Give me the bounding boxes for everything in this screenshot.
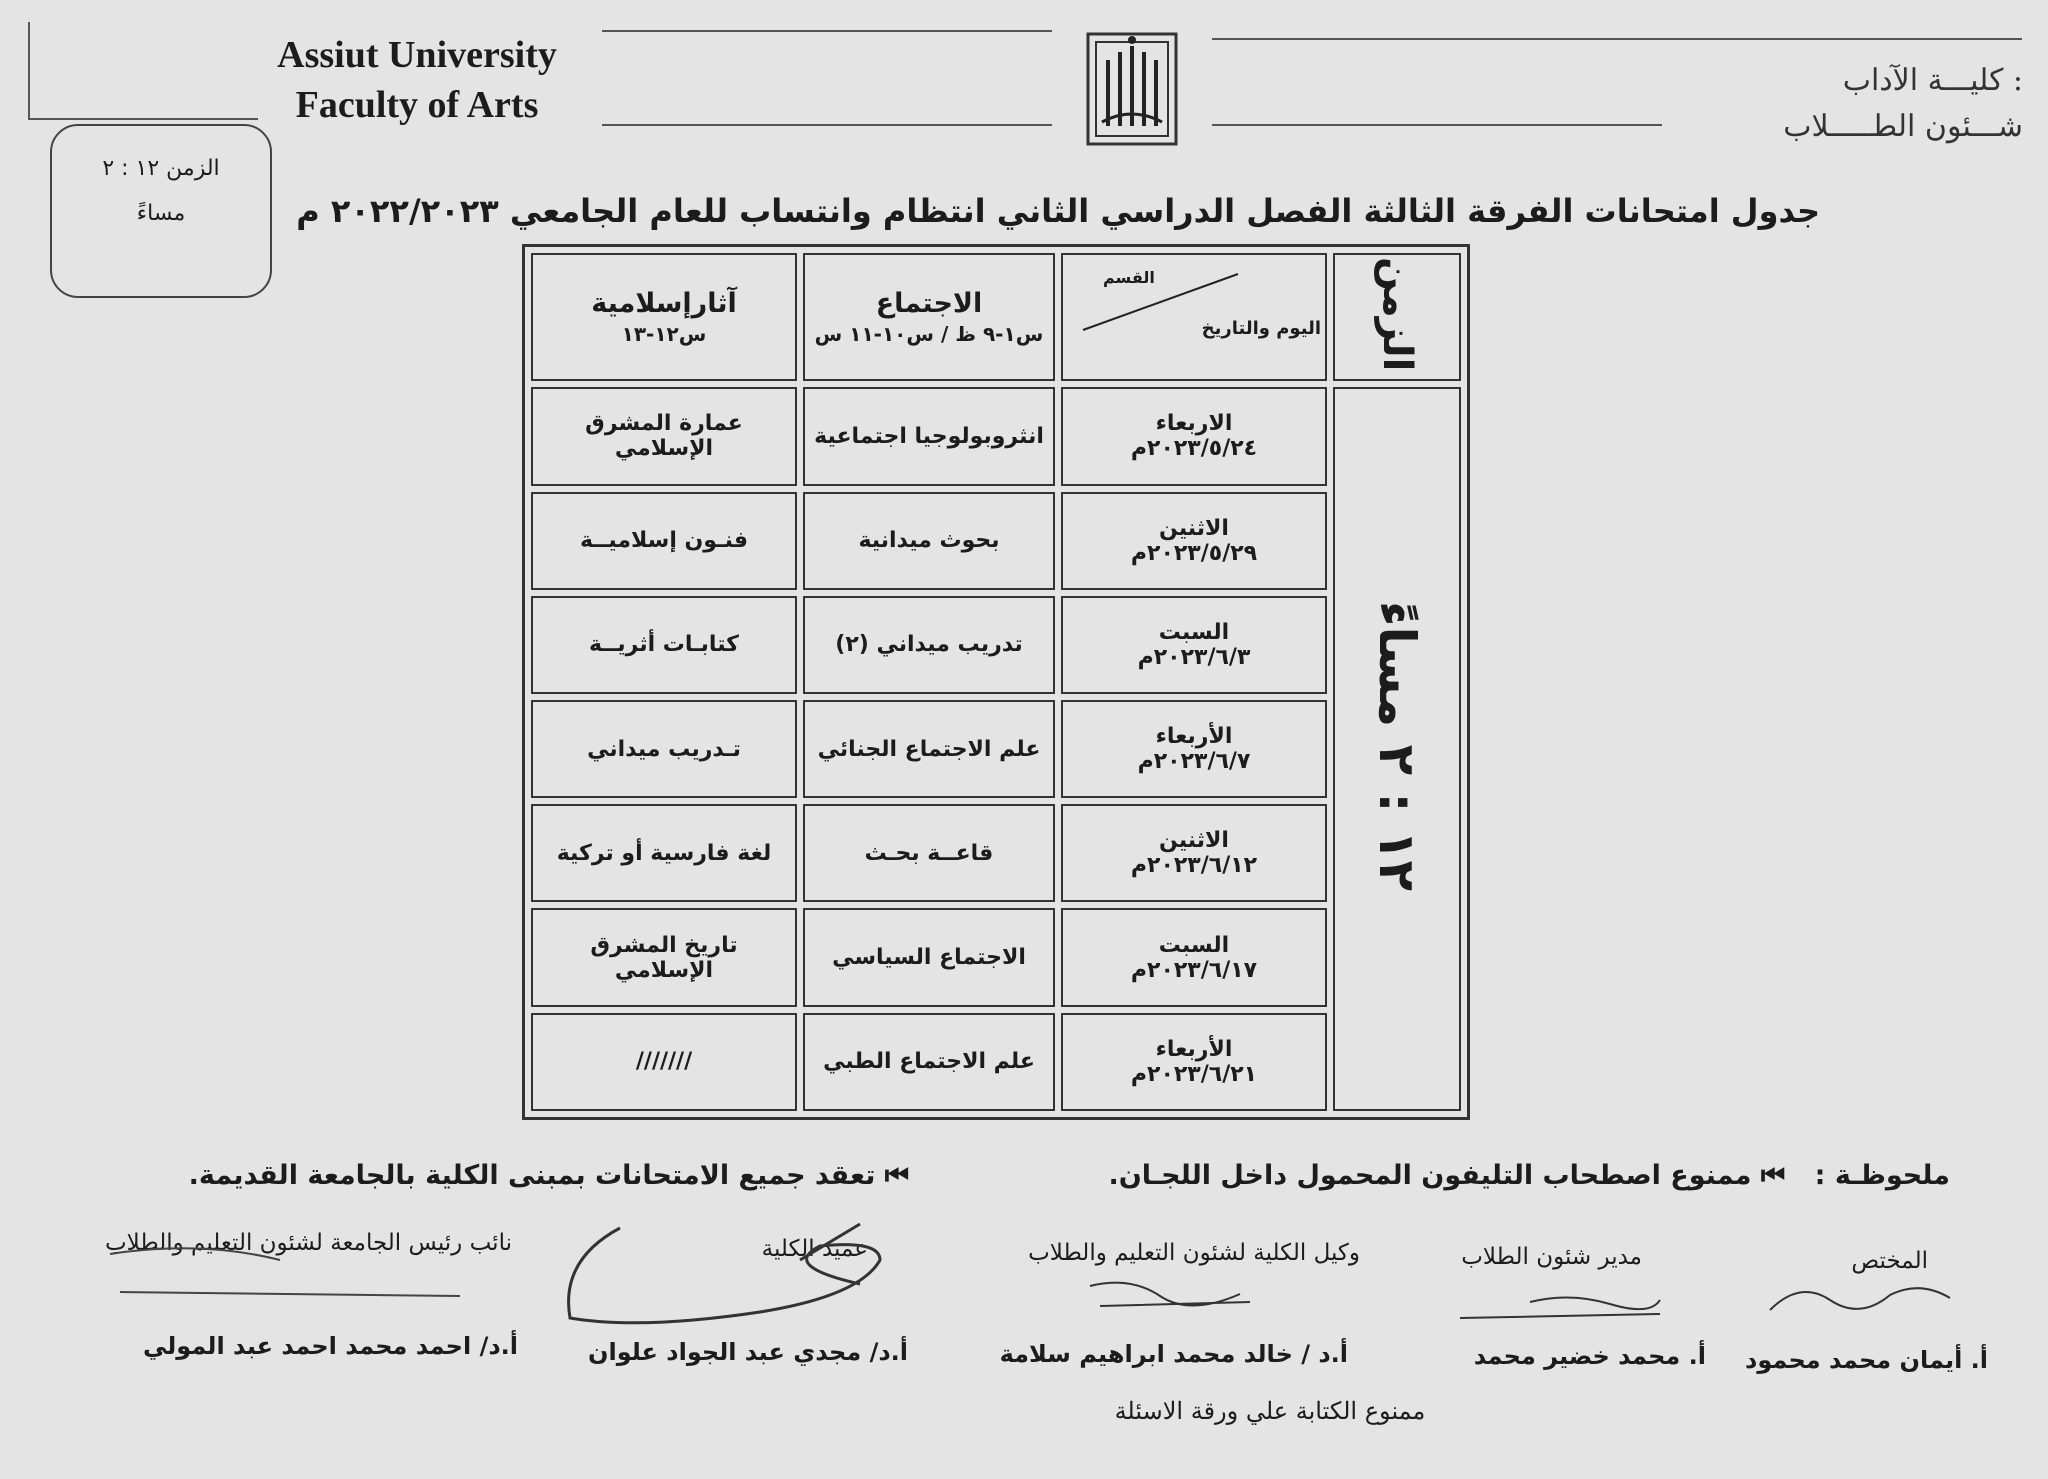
islamic-subject: فنـون إسلاميــة	[531, 492, 797, 590]
note-item-location: ⏮ تعقد جميع الامتحانات بمبنى الكلية بالجامعة القديمة.	[188, 1160, 910, 1191]
sociology-subject: علم الاجتماع الجنائي	[803, 700, 1055, 798]
date: ٢٠٢٣/٦/٢١م	[1130, 1061, 1258, 1087]
date: ٢٠٢٣/٦/٣م	[1137, 644, 1251, 670]
note-item-phone: ⏮ ممنوع اصطحاب التليفون المحمول داخل اللجـان.	[1108, 1160, 1786, 1191]
sociology-subject: الاجتماع السياسي	[803, 908, 1055, 1006]
dept-header-sociology	[803, 253, 1055, 381]
table-row	[531, 804, 1461, 902]
day-date-cell	[1061, 387, 1327, 485]
signer-title: المختص	[1851, 1248, 1928, 1274]
header-rule	[1212, 124, 1662, 126]
dept-name: الاجتماع	[875, 288, 983, 320]
bullet-icon: ⏮	[875, 1160, 910, 1191]
header-rule	[28, 22, 30, 118]
signer-title: وكيل الكلية لشئون التعليم والطلاب	[1028, 1240, 1360, 1266]
day-date-cell	[1061, 596, 1327, 694]
university-emblem-icon	[1082, 26, 1182, 150]
signer-name: أ.د/ مجدي عبد الجواد علوان	[588, 1338, 908, 1366]
sociology-subject: قاعــة بحـث	[803, 804, 1055, 902]
header-rule	[602, 124, 1052, 126]
signer-title: نائب رئيس الجامعة لشئون التعليم والطلاب	[104, 1230, 512, 1256]
university-name-en: Assiut University	[277, 34, 557, 76]
exam-period: مساءً	[136, 201, 186, 226]
islamic-subject: تاريخ المشرق الإسلامي	[531, 908, 797, 1006]
handwritten-signatures	[0, 1200, 2048, 1350]
date: ٢٠٢٣/٥/٢٩م	[1130, 540, 1258, 566]
signer-name: أ.د/ احمد محمد احمد عبد المولي	[143, 1332, 518, 1360]
bullet-icon: ⏮	[1751, 1160, 1786, 1191]
faculty-name-ar: : كليـــة الآداب	[1842, 63, 2023, 98]
time-column-header	[1333, 253, 1461, 381]
date: ٢٠٢٣/٦/١٢م	[1130, 853, 1258, 879]
dept-name: آثارإسلامية	[591, 288, 737, 320]
signer-name: أ. أيمان محمد محمود	[1745, 1346, 1988, 1374]
dept-hours: س١٢-١٣	[621, 322, 707, 347]
day: السبت	[1158, 932, 1230, 958]
day: الاثنين	[1159, 515, 1229, 541]
sociology-subject: بحوث ميدانية	[803, 492, 1055, 590]
date: ٢٠٢٣/٥/٢٤م	[1130, 436, 1258, 462]
signer-title: مدير شئون الطلاب	[1461, 1244, 1642, 1270]
table-row	[531, 700, 1461, 798]
footer-warning: ممنوع الكتابة علي ورقة الاسئلة	[1114, 1397, 1426, 1425]
date: ٢٠٢٣/٦/١٧م	[1130, 957, 1258, 983]
department-name-ar: شـــئون الطـــــلاب	[1783, 109, 2023, 144]
department-label: القسم	[1103, 268, 1155, 288]
note-label: ملحوظـة :	[1814, 1160, 1950, 1191]
header-rule	[28, 118, 258, 120]
table-row	[531, 596, 1461, 694]
exam-time: الزمن ١٢ : ٢	[102, 156, 220, 181]
islamic-subject: عمارة المشرق الإسلامي	[531, 387, 797, 485]
day-date-cell	[1061, 700, 1327, 798]
notes-line	[180, 1160, 1950, 1192]
exam-time-box	[50, 124, 272, 298]
header-rule	[602, 30, 1052, 32]
signer-name: أ.د / خالد محمد ابراهيم سلامة	[999, 1340, 1348, 1368]
time-cell	[1333, 387, 1461, 1111]
header-rule	[1212, 38, 2022, 40]
sociology-subject: تدريب ميداني (٢)	[803, 596, 1055, 694]
day: الأربعاء	[1155, 1036, 1233, 1062]
sociology-subject: علم الاجتماع الطبي	[803, 1013, 1055, 1111]
day: الأربعاء	[1155, 724, 1233, 750]
dept-header-islamic-archaeology	[531, 253, 797, 381]
day-date-cell	[1061, 1013, 1327, 1111]
faculty-name-en: Faculty of Arts	[295, 84, 539, 126]
islamic-subject: تـدريب ميداني	[531, 700, 797, 798]
time-header-label: الزمن	[1374, 257, 1420, 372]
table-row	[531, 1013, 1461, 1111]
exam-schedule-table	[522, 244, 1470, 1120]
day: السبت	[1158, 619, 1230, 645]
dept-hours: س١-٩ ظ / س١٠-١١ س	[814, 322, 1044, 347]
table-row	[531, 387, 1461, 485]
day-date-label: اليوم والتاريخ	[1201, 318, 1321, 340]
day-date-cell	[1061, 492, 1327, 590]
corner-cell	[1061, 253, 1327, 381]
university-heading	[252, 30, 582, 130]
schedule-title: جدول امتحانات الفرقة الثالثة الفصل الدراسي الثاني انتظام وانتساب للعام الجامعي ٢٠٢٢/٢٠٢٣ م	[296, 192, 1820, 230]
islamic-subject: ///////	[531, 1013, 797, 1111]
date: ٢٠٢٣/٦/٧م	[1137, 749, 1251, 775]
faculty-heading-ar	[1783, 58, 2023, 150]
table-row	[531, 492, 1461, 590]
day: الاربعاء	[1155, 411, 1233, 437]
day-date-cell	[1061, 804, 1327, 902]
islamic-subject: كتابـات أثريــة	[531, 596, 797, 694]
signer-title: عميد الكلية	[761, 1236, 868, 1262]
table-header-row	[531, 253, 1461, 381]
day-date-cell	[1061, 908, 1327, 1006]
sociology-subject: انثروبولوجيا اجتماعية	[803, 387, 1055, 485]
table-row	[531, 908, 1461, 1006]
islamic-subject: لغة فارسية أو تركية	[531, 804, 797, 902]
signer-name: أ. محمد خضير محمد	[1473, 1342, 1706, 1370]
day: الاثنين	[1159, 828, 1229, 854]
time-value: ١٢ : ٢ مساءً	[1368, 601, 1426, 892]
